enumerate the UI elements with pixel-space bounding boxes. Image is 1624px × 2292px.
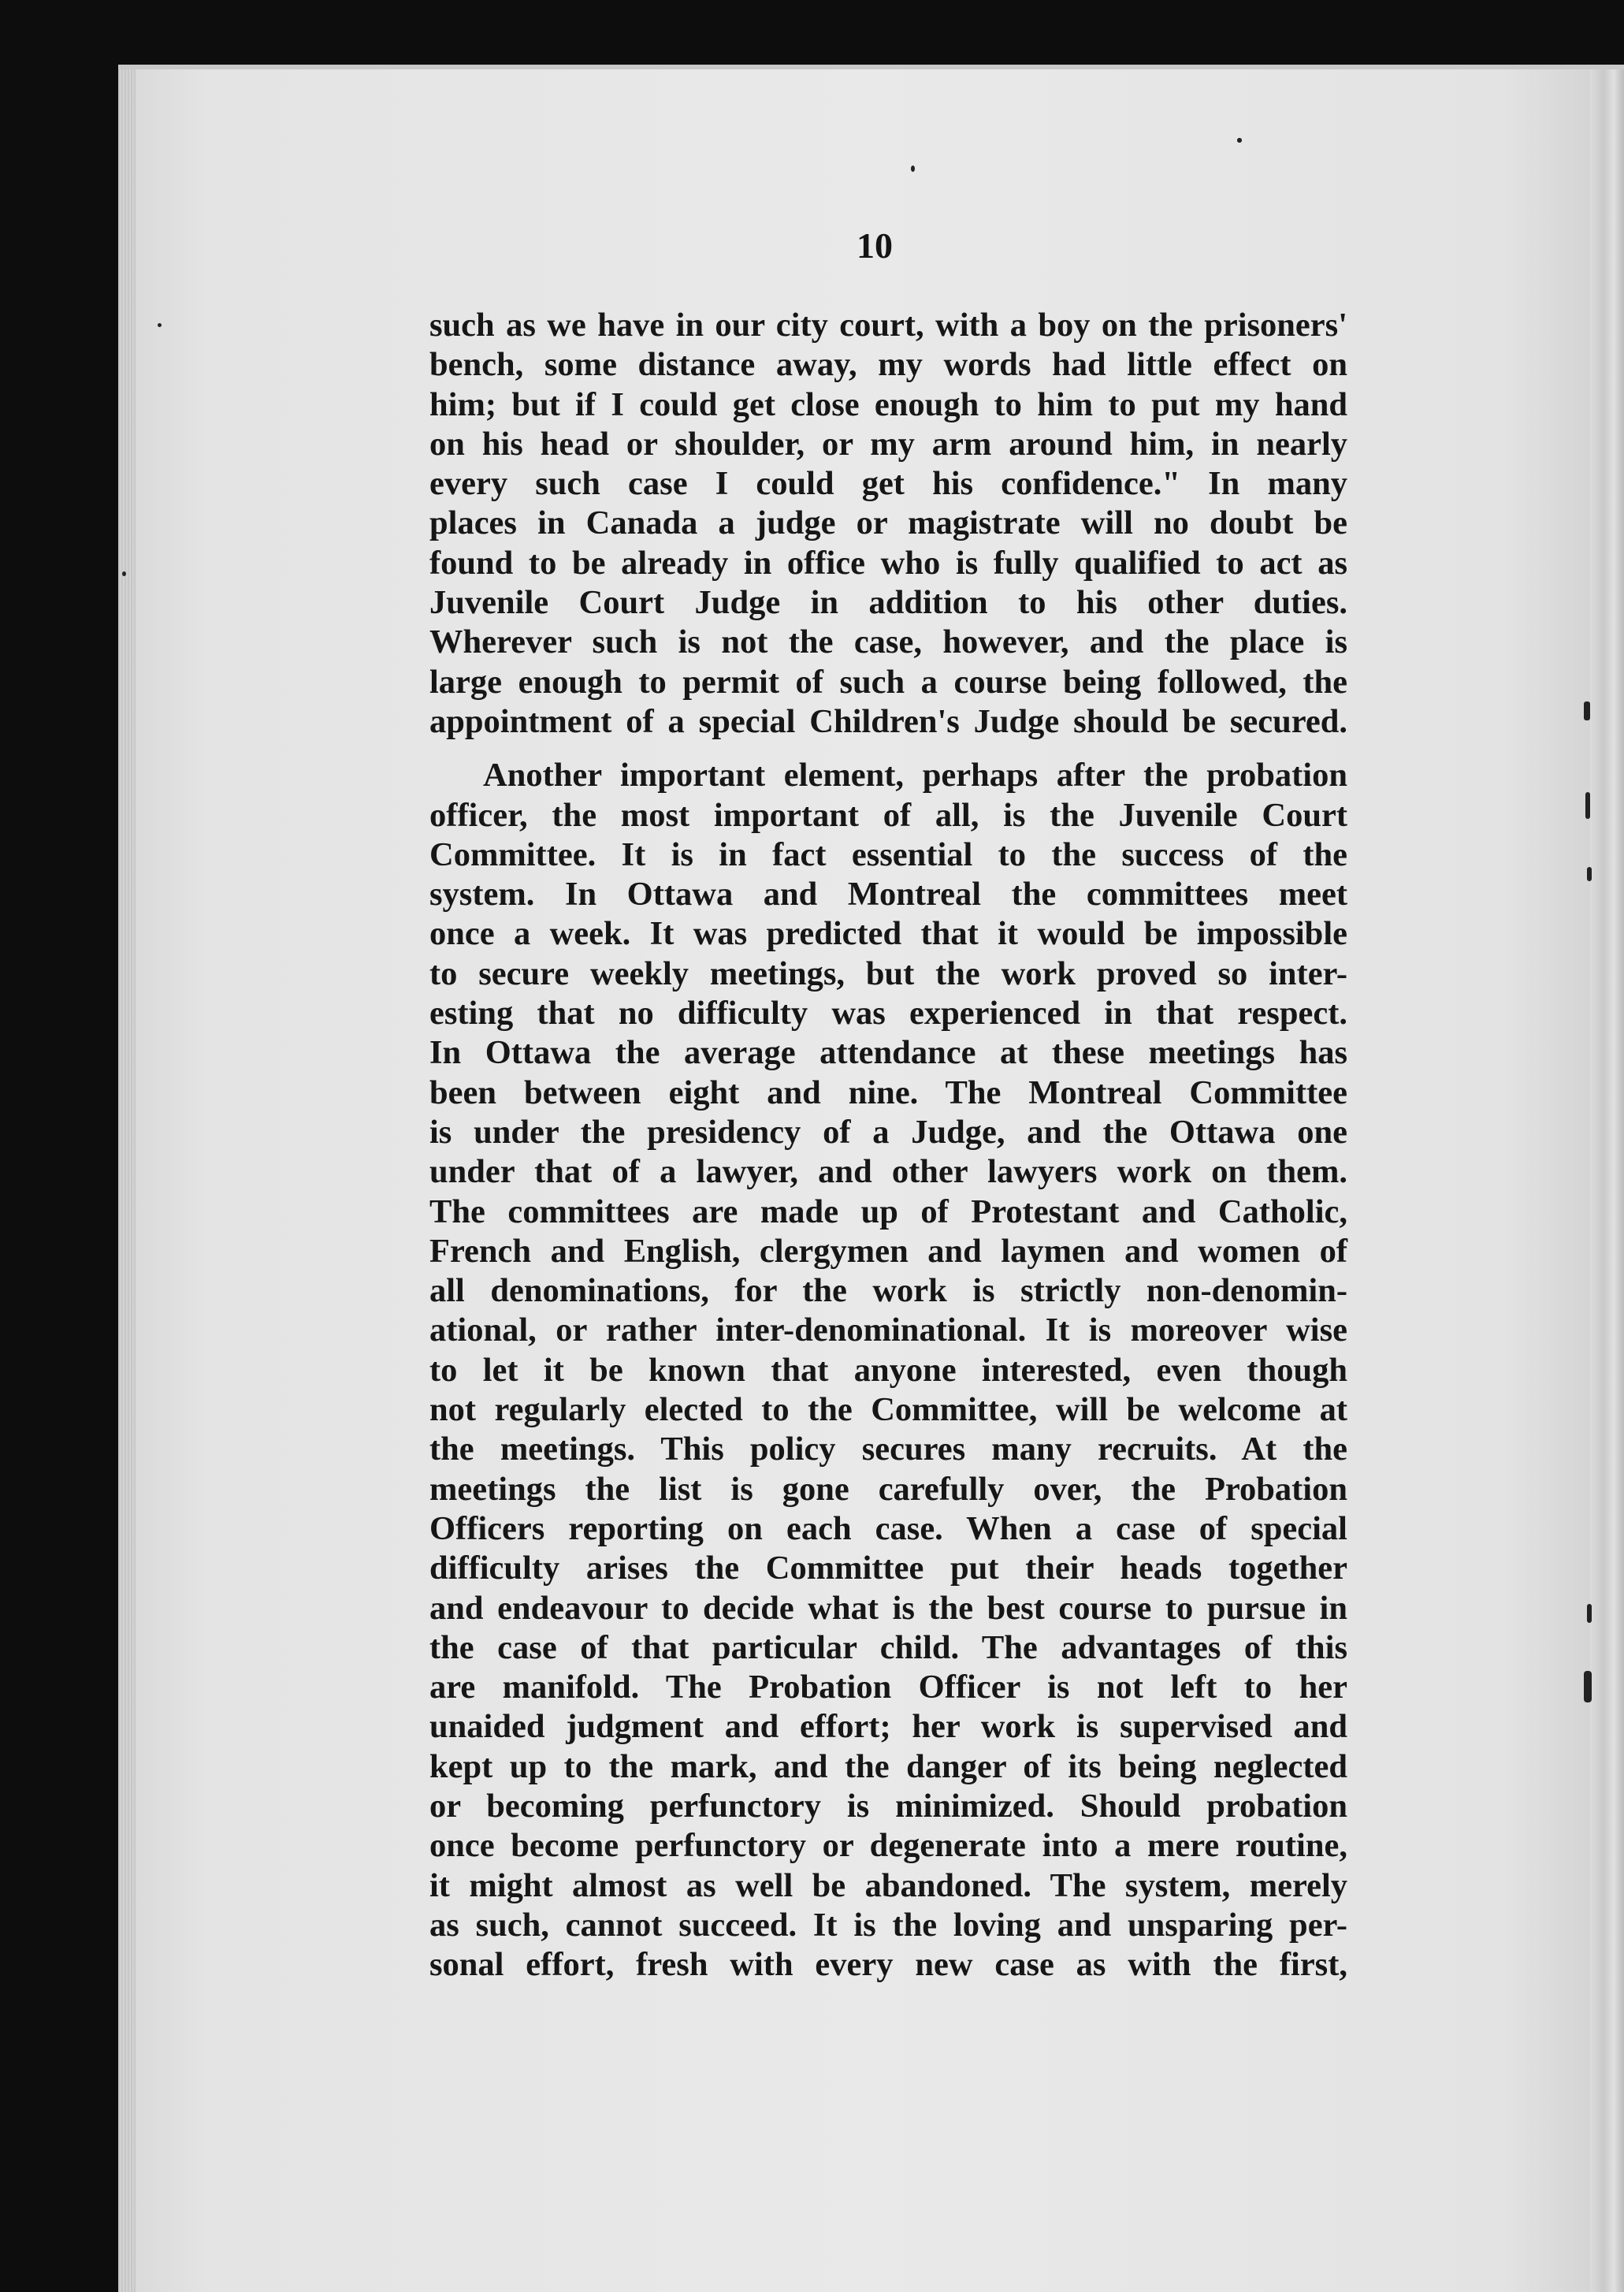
text-line: all denominations, for the work is strictly non-denomin-	[429, 1272, 1347, 1310]
text-line: large enough to permit of such a course being followed, the	[429, 663, 1347, 701]
text-line: such as we have in our city court, with a boy on the prisoners'	[429, 307, 1347, 344]
dust-speck	[1587, 867, 1592, 881]
text-line: found to be already in office who is fully qualified to act as	[429, 544, 1347, 582]
text-line: sonal effort, fresh with every new case as with the first,	[429, 1946, 1347, 1984]
body-text	[429, 306, 1347, 1985]
page-left-edge	[118, 65, 136, 2292]
text-line: Wherever such is not the case, however, and the place is	[429, 623, 1347, 661]
text-line: the meetings. This policy secures many recruits. At the	[429, 1431, 1347, 1468]
dust-speck	[158, 323, 162, 327]
page-top-edge	[118, 65, 1624, 69]
dust-speck	[1584, 1671, 1592, 1702]
text-line: the case of that particular child. The advantages of this	[429, 1628, 1347, 1666]
text-line: not regularly elected to the Committee, will be welcome at	[429, 1391, 1347, 1429]
text-line: every such case I could get his confidence." In many	[429, 465, 1347, 503]
text-line: esting that no difficulty was experienced in that respect.	[429, 995, 1347, 1033]
text-line: ational, or rather inter-denominational. It is moreover wise	[429, 1312, 1347, 1349]
dust-speck	[122, 571, 126, 576]
text-line: In Ottawa the average attendance at these meetings has	[429, 1034, 1347, 1072]
text-line: and endeavour to decide what is the best course to pursue in	[429, 1589, 1347, 1627]
text-line: on his head or shoulder, or my arm around him, in nearly	[429, 425, 1347, 463]
text-line: officer, the most important of all, is the Juvenile Court	[429, 796, 1347, 834]
dust-speck	[1587, 1604, 1592, 1623]
text-line: are manifold. The Probation Officer is not left to her	[429, 1669, 1347, 1706]
text-line: kept up to the mark, and the danger of its being neglected	[429, 1747, 1347, 1785]
paragraph-2	[429, 756, 1347, 1985]
dust-speck	[1584, 701, 1590, 720]
text-line: him; but if I could get close enough to him to put my hand	[429, 385, 1347, 423]
dust-speck	[1585, 792, 1590, 819]
text-line: French and English, clergymen and laymen and women of	[429, 1232, 1347, 1270]
paragraph-1	[429, 306, 1347, 742]
dust-speck	[911, 166, 915, 172]
page-number: 10	[857, 225, 893, 266]
text-line: under that of a lawyer, and other lawyers work on them.	[429, 1153, 1347, 1191]
text-line: been between eight and nine. The Montreal Committee	[429, 1073, 1347, 1111]
text-line: bench, some distance away, my words had little effect on	[429, 346, 1347, 384]
text-line: appointment of a special Children's Judge should be secured.	[429, 702, 1347, 740]
text-line: is under the presidency of a Judge, and the Ottawa one	[429, 1113, 1347, 1151]
text-line: meetings the list is gone carefully over, the Probation	[429, 1470, 1347, 1508]
text-line: The committees are made up of Protestant and Catholic,	[429, 1193, 1347, 1230]
text-line: Officers reporting on each case. When a case of special	[429, 1509, 1347, 1547]
dust-speck	[1237, 138, 1242, 143]
text-line: to let it be known that anyone interested, even though	[429, 1351, 1347, 1389]
text-line: Committee. It is in fact essential to the success of the	[429, 835, 1347, 873]
text-line: Another important element, perhaps after the probation	[483, 757, 1347, 794]
text-line: difficulty arises the Committee put their heads together	[429, 1550, 1347, 1587]
text-line: unaided judgment and effort; her work is supervised and	[429, 1708, 1347, 1746]
text-line: as such, cannot succeed. It is the loving and unsparing per-	[429, 1906, 1347, 1944]
text-line: Juvenile Court Judge in addition to his other duties.	[429, 584, 1347, 622]
text-line: once a week. It was predicted that it would be impossible	[429, 915, 1347, 953]
text-line: once become perfunctory or degenerate into a mere routine,	[429, 1827, 1347, 1865]
text-line: it might almost as well be abandoned. The system, merely	[429, 1866, 1347, 1904]
text-line: places in Canada a judge or magistrate will no doubt be	[429, 504, 1347, 542]
page-right-edge	[1590, 65, 1624, 2292]
text-line: to secure weekly meetings, but the work proved so inter-	[429, 954, 1347, 992]
text-line: system. In Ottawa and Montreal the committees meet	[429, 876, 1347, 913]
text-line: or becoming perfunctory is minimized. Should probation	[429, 1787, 1347, 1825]
